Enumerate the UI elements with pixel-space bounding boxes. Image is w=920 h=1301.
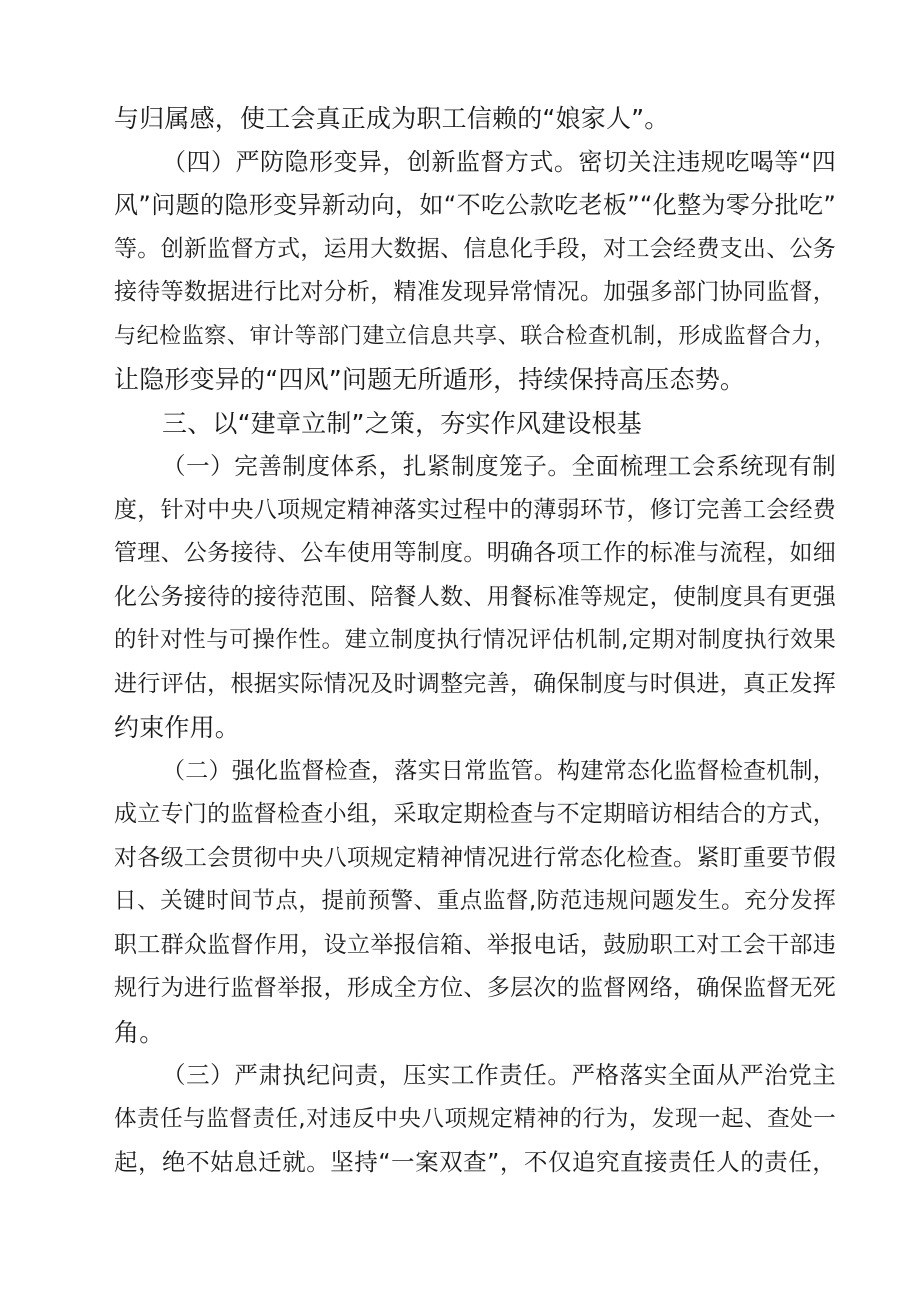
- text-line: 成立专门的监督检查小组，采取定期检查与不定期暗访相结合的方式，: [114, 801, 836, 827]
- section-heading-2: （二）强化监督检查，落实日常监管。构建常态化监督检查机制，: [162, 757, 836, 784]
- section-heading-4: （四）严防隐形变异，创新监督方式。密切关注违规吃喝等“四: [162, 147, 836, 176]
- text-line: 化公务接待的接待范围、陪餐人数、用餐标准等规定，使制度具有更强: [114, 583, 836, 610]
- text-line: 日、关键时间节点，提前预警、重点监督,防范违规问题发生。充分发挥: [114, 888, 836, 914]
- section-heading-3: （三）严肃执纪问责，压实工作责任。严格落实全面从严治党主: [162, 1061, 836, 1089]
- text-line: 管理、公务接待、公车使用等制度。明确各项工作的标准与流程，如细: [114, 540, 836, 566]
- body-text: [114, 97, 836, 1185]
- text-line: 的针对性与可操作性。建立制度执行情况评估机制,定期对制度执行效果: [114, 627, 836, 653]
- text-line: 让隐形变异的“四风”问题无所遁形，持续保持高压态势。: [114, 365, 746, 394]
- chapter-heading-3: 三、以“建章立制”之策，夯实作风建设根基: [162, 408, 642, 438]
- text-line: 职工群众监督作用，设立举报信箱、举报电话，鼓励职工对工会干部违: [114, 931, 836, 958]
- text-line: 风”问题的隐形变异新动向，如“不吃公款吃老板”“化整为零分批吃”: [114, 191, 836, 219]
- text-line: 对各级工会贯彻中央八项规定精神情况进行常态化检查。紧盯重要节假: [114, 844, 836, 871]
- text-line: 度，针对中央八项规定精神落实过程中的薄弱环节，修订完善工会经费: [114, 496, 836, 523]
- text-line: 接待等数据进行比对分析，精准发现异常情况。加强多部门协同监督，: [114, 279, 836, 305]
- text-line: 体责任与监督责任,对违反中央八项规定精神的行为，发现一起、查处一: [114, 1105, 836, 1132]
- text-line: 与归属感，使工会真正成为职工信赖的“娘家人”。: [114, 104, 670, 133]
- text-line: 进行评估，根据实际情况及时调整完善，确保制度与时俱进，真正发挥: [114, 670, 836, 697]
- text-line: 起，绝不姑息迁就。坚持“一案双查”，不仅追究直接责任人的责任，: [114, 1148, 836, 1176]
- text-line: 与纪检监察、审计等部门建立信息共享、联合检查机制，形成监督合力，: [114, 323, 836, 349]
- text-line: 规行为进行监督举报，形成全方位、多层次的监督网络，确保监督无死: [114, 975, 836, 1001]
- text-line: 角。: [114, 1017, 165, 1047]
- text-line: 等。创新监督方式，运用大数据、信息化手段，对工会经费支出、公务: [114, 235, 836, 262]
- text-line: 约束作用。: [114, 713, 241, 742]
- section-heading-1: （一）完善制度体系，扎紧制度笼子。全面梳理工会系统现有制: [162, 452, 836, 480]
